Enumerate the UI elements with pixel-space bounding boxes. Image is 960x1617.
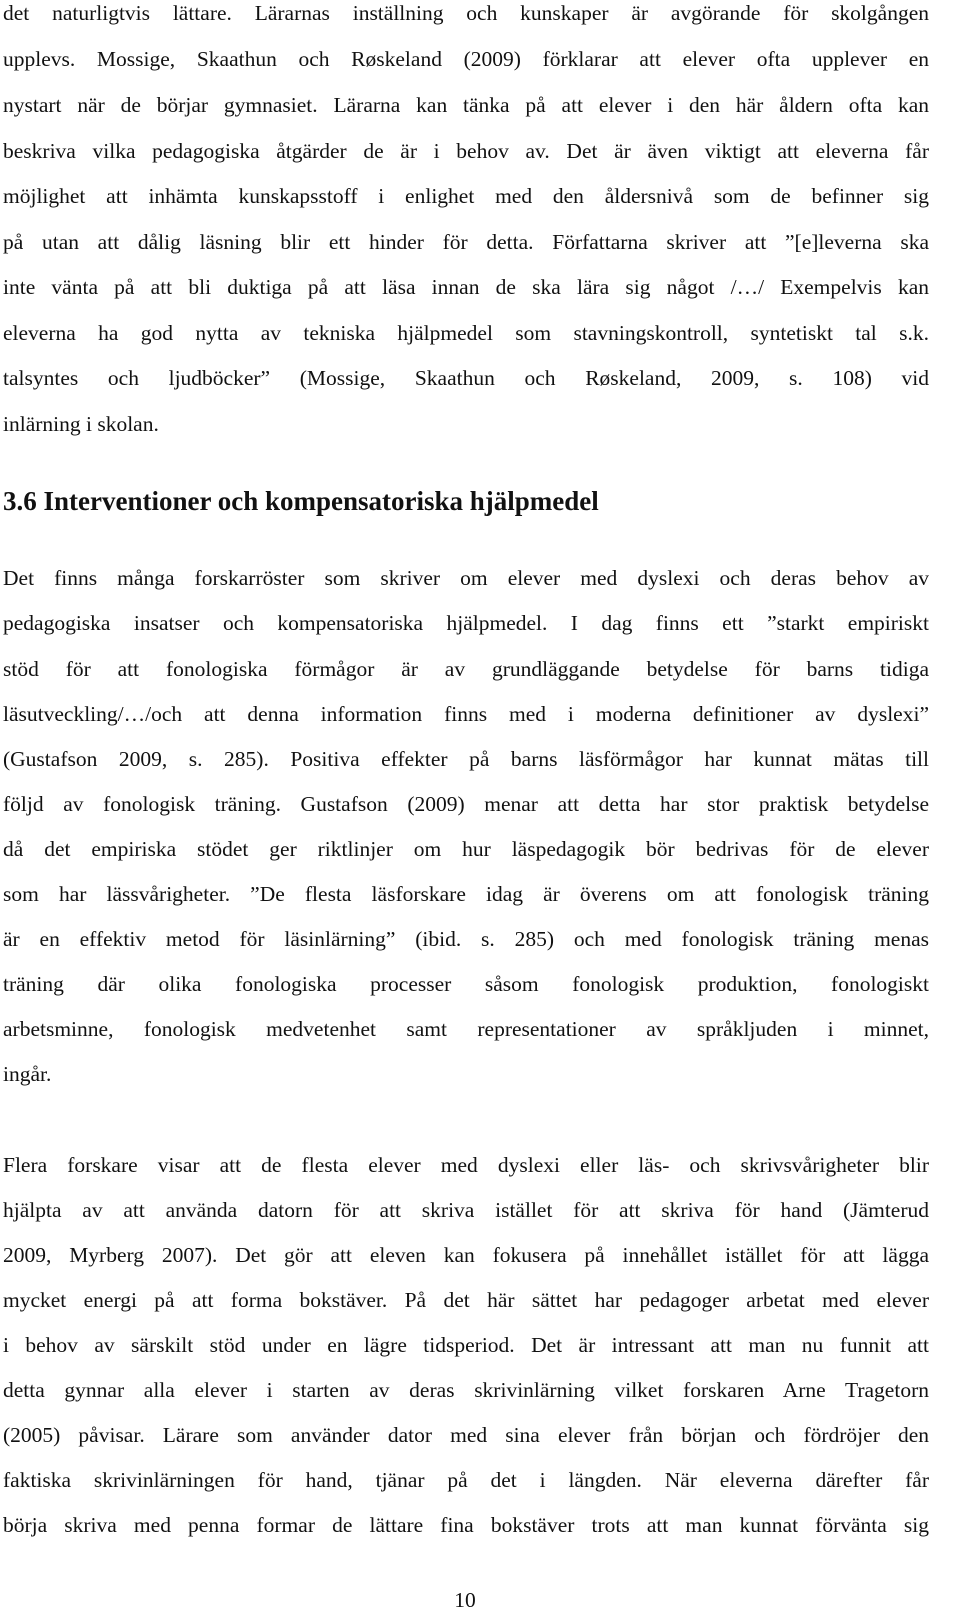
paragraph-line: mycket energi på att forma bokstäver. På det här sättet har pedagoger arbetat med elever — [3, 1288, 929, 1312]
paragraph-line: beskriva vilka pedagogiska åtgärder de är i behov av. Det är även viktigt att eleverna får — [3, 139, 929, 163]
paragraph-line: som har lässvårigheter. ”De flesta läsforskare idag är överens om att fonologisk träning — [3, 882, 929, 906]
paragraph-line: arbetsminne, fonologisk medvetenhet samt representationer av språkljuden i minnet, — [3, 1017, 929, 1041]
paragraph-line: faktiska skrivinlärningen för hand, tjänar på det i längden. När eleverna därefter får — [3, 1468, 929, 1492]
paragraph-line: upplevs. Mossige, Skaathun och Røskeland (2009) förklarar att elever ofta upplever en — [3, 47, 929, 71]
paragraph-line: Det finns många forskarröster som skriver om elever med dyslexi och deras behov av — [3, 566, 929, 590]
paragraph-line: pedagogiska insatser och kompensatoriska hjälpmedel. I dag finns ett ”starkt empiriskt — [3, 611, 929, 635]
paragraph-line: då det empiriska stödet ger riktlinjer om hur läspedagogik bör bedrivas för de elever — [3, 837, 929, 861]
paragraph-line: börja skriva med penna formar de lättare fina bokstäver trots att man kunnat förvänta sig — [3, 1513, 929, 1537]
paragraph-line: detta gynnar alla elever i starten av deras skrivinlärning vilket forskaren Arne Tragetorn — [3, 1378, 929, 1402]
paragraph-line: i behov av särskilt stöd under en lägre tidsperiod. Det är intressant att man nu funnit att — [3, 1333, 929, 1357]
paragraph-line: träning där olika fonologiska processer såsom fonologisk produktion, fonologiskt — [3, 972, 929, 996]
paragraph-line: läsutveckling/…/och att denna information finns med i moderna definitioner av dyslexi” — [3, 702, 929, 726]
paragraph-line: 2009, Myrberg 2007). Det gör att eleven kan fokusera på innehållet istället för att lägga — [3, 1243, 929, 1267]
paragraph-line: möjlighet att inhämta kunskapsstoff i enlighet med den åldersnivå som de befinner sig — [3, 184, 929, 208]
paragraph-line: inte vänta på att bli duktiga på att läsa innan de ska lära sig något /…/ Exempelvis kan — [3, 275, 929, 299]
paragraph-line: stöd för att fonologiska förmågor är av grundläggande betydelse för barns tidiga — [3, 657, 929, 681]
paragraph-line: Flera forskare visar att de flesta elever med dyslexi eller läs- och skrivsvårigheter blir — [3, 1153, 929, 1177]
paragraph-line: eleverna ha god nytta av tekniska hjälpmedel som stavningskontroll, syntetiskt tal s.k. — [3, 321, 929, 345]
paragraph-line: ingår. — [3, 1062, 52, 1086]
paragraph-line: (Gustafson 2009, s. 285). Positiva effekter på barns läsförmågor har kunnat mätas till — [3, 747, 929, 771]
paragraph-line: är en effektiv metod för läsinlärning” (ibid. s. 285) och med fonologisk träning menas — [3, 927, 929, 951]
paragraph-line: det naturligtvis lättare. Lärarnas inställning och kunskaper är avgörande för skolgången — [3, 1, 929, 25]
section-heading: 3.6 Interventioner och kompensatoriska hjälpmedel — [3, 486, 599, 516]
paragraph-line: hjälpta av att använda datorn för att skriva istället för att skriva för hand (Jämterud — [3, 1198, 929, 1222]
paragraph-line: (2005) påvisar. Lärare som använder dator med sina elever från början och fördröjer den — [3, 1423, 929, 1447]
paragraph-line: inlärning i skolan. — [3, 412, 159, 436]
paragraph-line: talsyntes och ljudböcker” (Mossige, Skaathun och Røskeland, 2009, s. 108) vid — [3, 366, 929, 390]
paragraph-line: följd av fonologisk träning. Gustafson (2009) menar att detta har stor praktisk betydelse — [3, 792, 929, 816]
paragraph-line: på utan att dålig läsning blir ett hinder för detta. Författarna skriver att ”[e]leverna ska — [3, 230, 929, 254]
paragraph-line: nystart när de börjar gymnasiet. Lärarna kan tänka på att elever i den här åldern ofta kan — [3, 93, 929, 117]
page-number: 10 — [454, 1588, 476, 1612]
